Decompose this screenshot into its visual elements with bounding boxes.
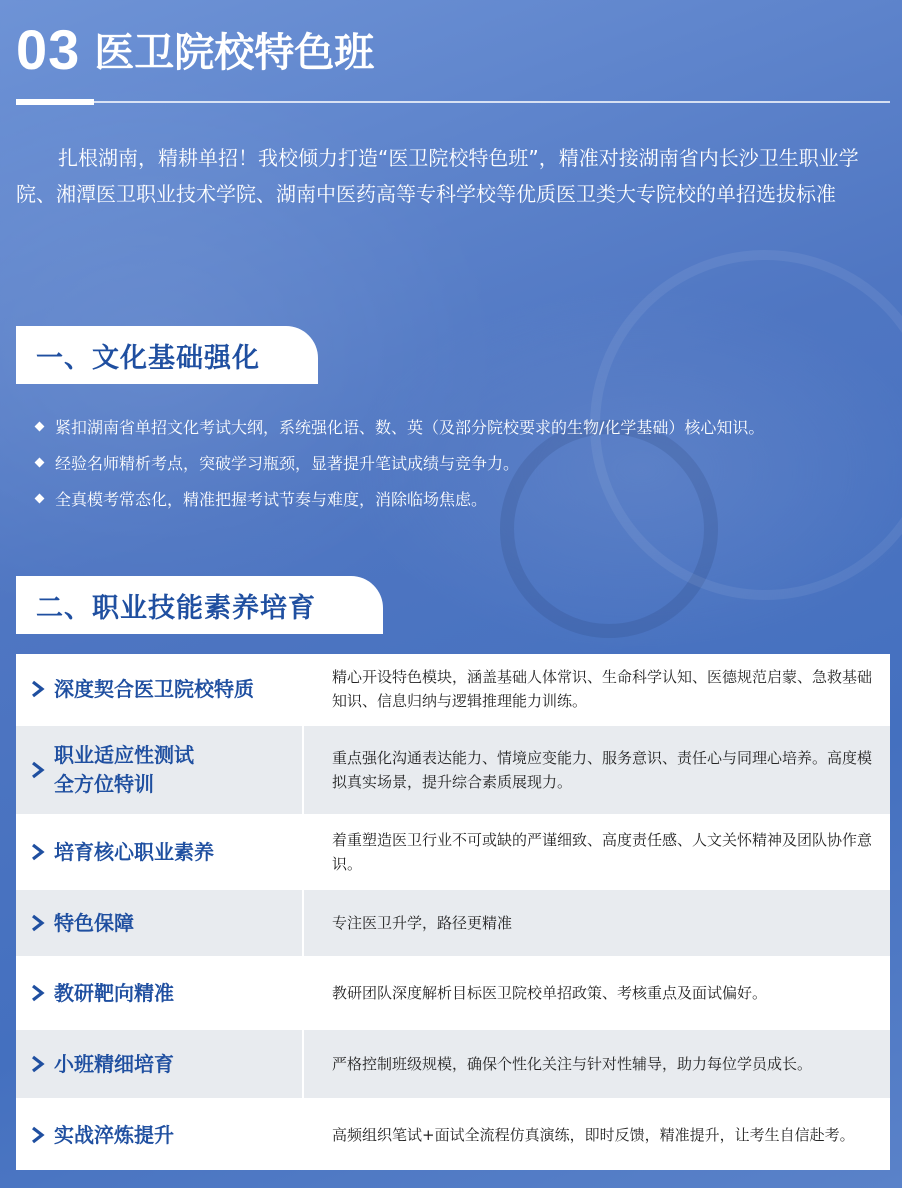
row-title-cell: [16, 816, 302, 888]
culture-bullet-list: [36, 408, 886, 516]
row-title-cell: [16, 726, 302, 814]
table-row: [16, 1100, 890, 1170]
row-title: [54, 741, 194, 799]
row-description: 专注医卫升学，路径更精准: [332, 914, 513, 932]
row-title-cell: [16, 1100, 302, 1170]
chevron-right-icon: [30, 1055, 46, 1073]
row-desc-cell: [304, 726, 890, 814]
chevron-right-icon: [30, 680, 46, 698]
diamond-icon: [35, 493, 45, 503]
table-row: [16, 890, 890, 956]
skills-table: [16, 654, 890, 1170]
section-heading-culture: [16, 326, 318, 384]
chevron-right-icon: [30, 843, 46, 861]
row-title-line: 培育核心职业素养: [54, 839, 214, 864]
row-desc-cell: [304, 890, 890, 956]
row-title-cell: [16, 1030, 302, 1098]
chevron-right-icon: [30, 984, 46, 1002]
row-title-cell: [16, 958, 302, 1028]
diamond-icon: [35, 457, 45, 467]
row-description: 教研团队深度解析目标医卫院校单招政策、考核重点及面试偏好。: [332, 984, 768, 1002]
row-title-line: 小班精细培育: [54, 1051, 174, 1076]
section-heading-skills: [16, 576, 383, 634]
row-title-cell: [16, 890, 302, 956]
row-title: [54, 909, 134, 938]
table-row: [16, 726, 890, 814]
row-title-line: 全方位特训: [54, 772, 154, 796]
row-title: [54, 1121, 174, 1150]
bullet-text: 经验名师精析考点，突破学习瓶颈，显著提升笔试成绩与竞争力。: [55, 453, 520, 473]
row-title-line: 特色保障: [54, 910, 134, 935]
chevron-right-icon: [30, 914, 46, 932]
list-item: [36, 408, 886, 444]
section-heading-text: 一、文化基础强化: [36, 342, 260, 374]
row-desc-cell: [304, 816, 890, 888]
row-title: [54, 838, 214, 867]
row-description: 重点强化沟通表达能力、情境应变能力、服务意识、责任心与同理心培养。高度模拟真实场景，提升综合素质展现力。: [332, 749, 873, 791]
chevron-right-icon: [30, 761, 46, 779]
table-row: [16, 654, 890, 724]
list-item: [36, 480, 886, 516]
row-title-cell: [16, 654, 302, 724]
row-desc-cell: [304, 958, 890, 1028]
list-item: [36, 444, 886, 480]
header-divider-accent: [16, 99, 94, 105]
bullet-text: 紧扣湖南省单招文化考试大纲，系统强化语、数、英（及部分院校要求的生物/化学基础）核心知识。: [55, 417, 765, 437]
section-number: 03: [16, 17, 81, 81]
row-title-line: 教研靶向精准: [54, 980, 174, 1005]
row-title-line: 职业适应性测试: [54, 743, 194, 767]
row-title: [54, 675, 254, 704]
row-desc-cell: [304, 1030, 890, 1098]
row-desc-cell: [304, 1100, 890, 1170]
diamond-icon: [35, 421, 45, 431]
row-title: [54, 979, 174, 1008]
row-description: 精心开设特色模块，涵盖基础人体常识、生命科学认知、医德规范启蒙、急救基础知识、信息归纳与逻辑推理能力训练。: [332, 668, 873, 710]
chevron-right-icon: [30, 1126, 46, 1144]
table-row: [16, 958, 890, 1028]
row-description: 着重塑造医卫行业不可或缺的严谨细致、高度责任感、人文关怀精神及团队协作意识。: [332, 831, 873, 873]
table-row: [16, 1030, 890, 1098]
section-heading-text: 二、职业技能素养培育: [36, 592, 316, 624]
row-title-line: 深度契合医卫院校特质: [54, 676, 254, 701]
row-desc-cell: [304, 654, 890, 724]
intro-paragraph: 扎根湖南，精耕单招！我校倾力打造“医卫院校特色班”，精准对接湖南省内长沙卫生职业学院、湘潭医卫职业技术学院、湖南中医药高等专科学校等优质医卫类大专院校的单招选拔标准: [16, 146, 859, 206]
row-title-line: 实战淬炼提升: [54, 1122, 174, 1147]
page-header: [16, 14, 374, 84]
row-description: 严格控制班级规模，确保个性化关注与针对性辅导，助力每位学员成长。: [332, 1055, 813, 1073]
row-description: 高频组织笔试+面试全流程仿真演练，即时反馈，精准提升，让考生自信赴考。: [332, 1126, 855, 1144]
table-row: [16, 816, 890, 888]
row-title: [54, 1050, 174, 1079]
bullet-text: 全真模考常态化，精准把握考试节奏与难度，消除临场焦虑。: [55, 489, 488, 509]
header-divider: [16, 101, 890, 103]
page-title: 医卫院校特色班: [94, 29, 375, 76]
